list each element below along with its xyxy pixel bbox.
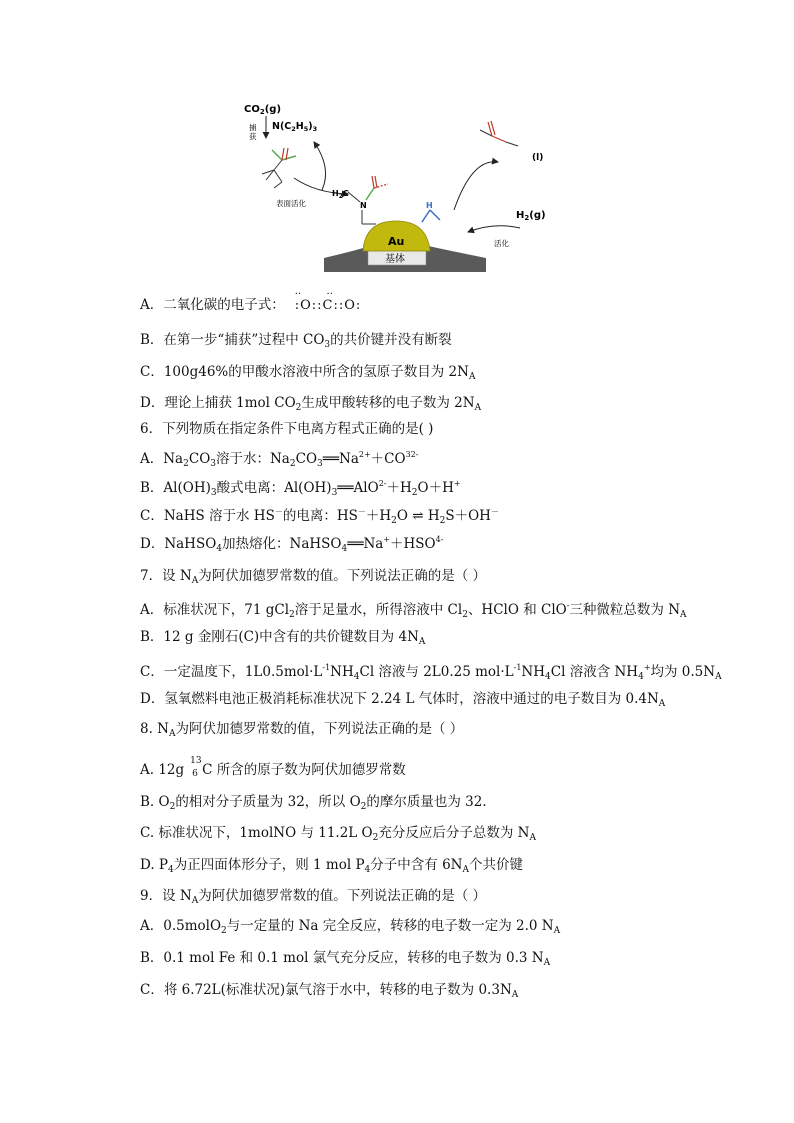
option-5b: B．在第一步“捕获”过程中 $CO_3$的共价键并没有断裂	[140, 332, 452, 350]
h2-label: $H_2(g)$	[516, 210, 546, 222]
option-9a: A．0.5molO$_2$与一定量的 Na 完全反应，转移的电子数一定为 2.0 $N_A$	[140, 918, 561, 936]
option-9b: B．0.1 mol Fe 和 0.1 mol 氯气充分反应，转移的电子数为 0.3 $N_A$	[140, 950, 551, 968]
option-8a: A. 12g 13 6 C 所含的原子数为阿伏加德罗常数	[140, 756, 406, 779]
svg-text:N: N	[360, 201, 367, 210]
question-7: 7．设 $N_A$为阿伏加德罗常数的值。下列说法正确的是（ ）	[140, 568, 486, 586]
option-6d: D．NaHSO$_4$加热熔化：$NaHSO_4══Na^++HSO^{4-}$	[140, 535, 444, 554]
option-7b: B．12 g 金刚石(C)中含有的共价键数目为 $4N_A$	[140, 629, 426, 647]
option-8c: C. 标准状况下，1molNO 与 11.2L $O_2$充分反应后分子总数为 $N_A$	[140, 825, 536, 843]
product-release-arrow	[454, 162, 498, 210]
amine-label: $N(C_2H_5)_3$	[272, 121, 318, 133]
option-8b: B. $O_2$的相对分子质量为 32，所以 $O_2$的摩尔质量也为 32.	[140, 794, 487, 812]
option-6a: A．$Na_2CO_3$溶于水：$Na_2CO_3══Na^{2+}+CO^{32-}$	[140, 450, 419, 469]
option-5c: C．100g46%的甲酸水溶液中所含的氢原子数目为 $2N_A$	[140, 364, 476, 382]
co2-label: $CO_2(g)$	[244, 104, 282, 116]
svg-text:(l): (l)	[532, 153, 544, 163]
svg-text:H2C: $H_2C$	[332, 189, 349, 200]
option-7c: C．一定温度下，$1L0.5mol\cdot L^{-1}NH_4Cl$ 溶液与 2L0.25 $mol\cdot L^{-1}NH_4Cl$ 溶液含 $NH_4^+$均为 $0.5N_A$	[140, 663, 722, 682]
svg-text:H: H	[426, 201, 433, 210]
mechanism-figure	[236, 98, 548, 276]
surface-activation-label: 表面活化	[276, 199, 306, 208]
option-9c: C．将 6.72L(标准状况)氯气溶于水中，转移的电子数为 $0.3N_A$	[140, 982, 519, 1000]
carbon-13-nuclide: 13 6	[190, 756, 202, 779]
recycle-arrow	[314, 142, 326, 190]
co2-lewis-structure: ·· ·· :O::C::O:	[294, 289, 362, 313]
question-8: 8. $N_A$为阿伏加德罗常数的值，下列说法正确的是（ ）	[140, 721, 464, 739]
capture-label-1: 捕	[249, 123, 257, 132]
question-6: 6．下列物质在指定条件下电离方程式正确的是( )	[140, 421, 434, 437]
substrate-label: 基体	[385, 254, 405, 265]
question-9: 9．设 $N_A$为阿伏加德罗常数的值。下列说法正确的是（ ）	[140, 888, 486, 906]
option-5d: D．理论上捕获 1mol $CO_2$生成甲酸转移的电子数为 $2N_A$	[140, 395, 482, 413]
option-6c: C．NaHS 溶于水 HS－的电离：$HS^-+H_2O$ ⇌ $H_2S+OH^-$	[140, 507, 499, 526]
option-6b: B．$Al(OH)_3$酸式电离：$Al(OH)_3══AlO^{2-}+H_2O+H^+$	[140, 479, 461, 498]
adsorbed-species	[332, 176, 440, 224]
surface-activation-arrow	[294, 178, 348, 194]
formic-acid-product	[480, 121, 543, 163]
option-7a: A．标准状况下，71 gCl$_2$溶于足量水，所得溶液中 $Cl_2$、HClO 和 ClO-三种微粒总数为 $N_A$	[140, 601, 687, 620]
option-5a: A．二氧化碳的电子式： ·· ·· :O::C::O:	[140, 289, 362, 313]
h2-activation-arrow	[468, 226, 520, 232]
option-8d: D. $P_4$为正四面体形分子，则 1 mol $P_4$分子中含有 $6N_A$个共价键	[140, 857, 523, 875]
option-7d: D．氢氧燃料电池正极消耗标准状况下 2.24 L 气体时，溶液中通过的电子数目为 $0.4N_A$	[140, 691, 666, 709]
capture-label-2: 获	[249, 132, 257, 141]
au-label: Au	[388, 235, 405, 248]
captured-adduct	[262, 148, 296, 188]
activation-label: 活化	[494, 239, 509, 248]
